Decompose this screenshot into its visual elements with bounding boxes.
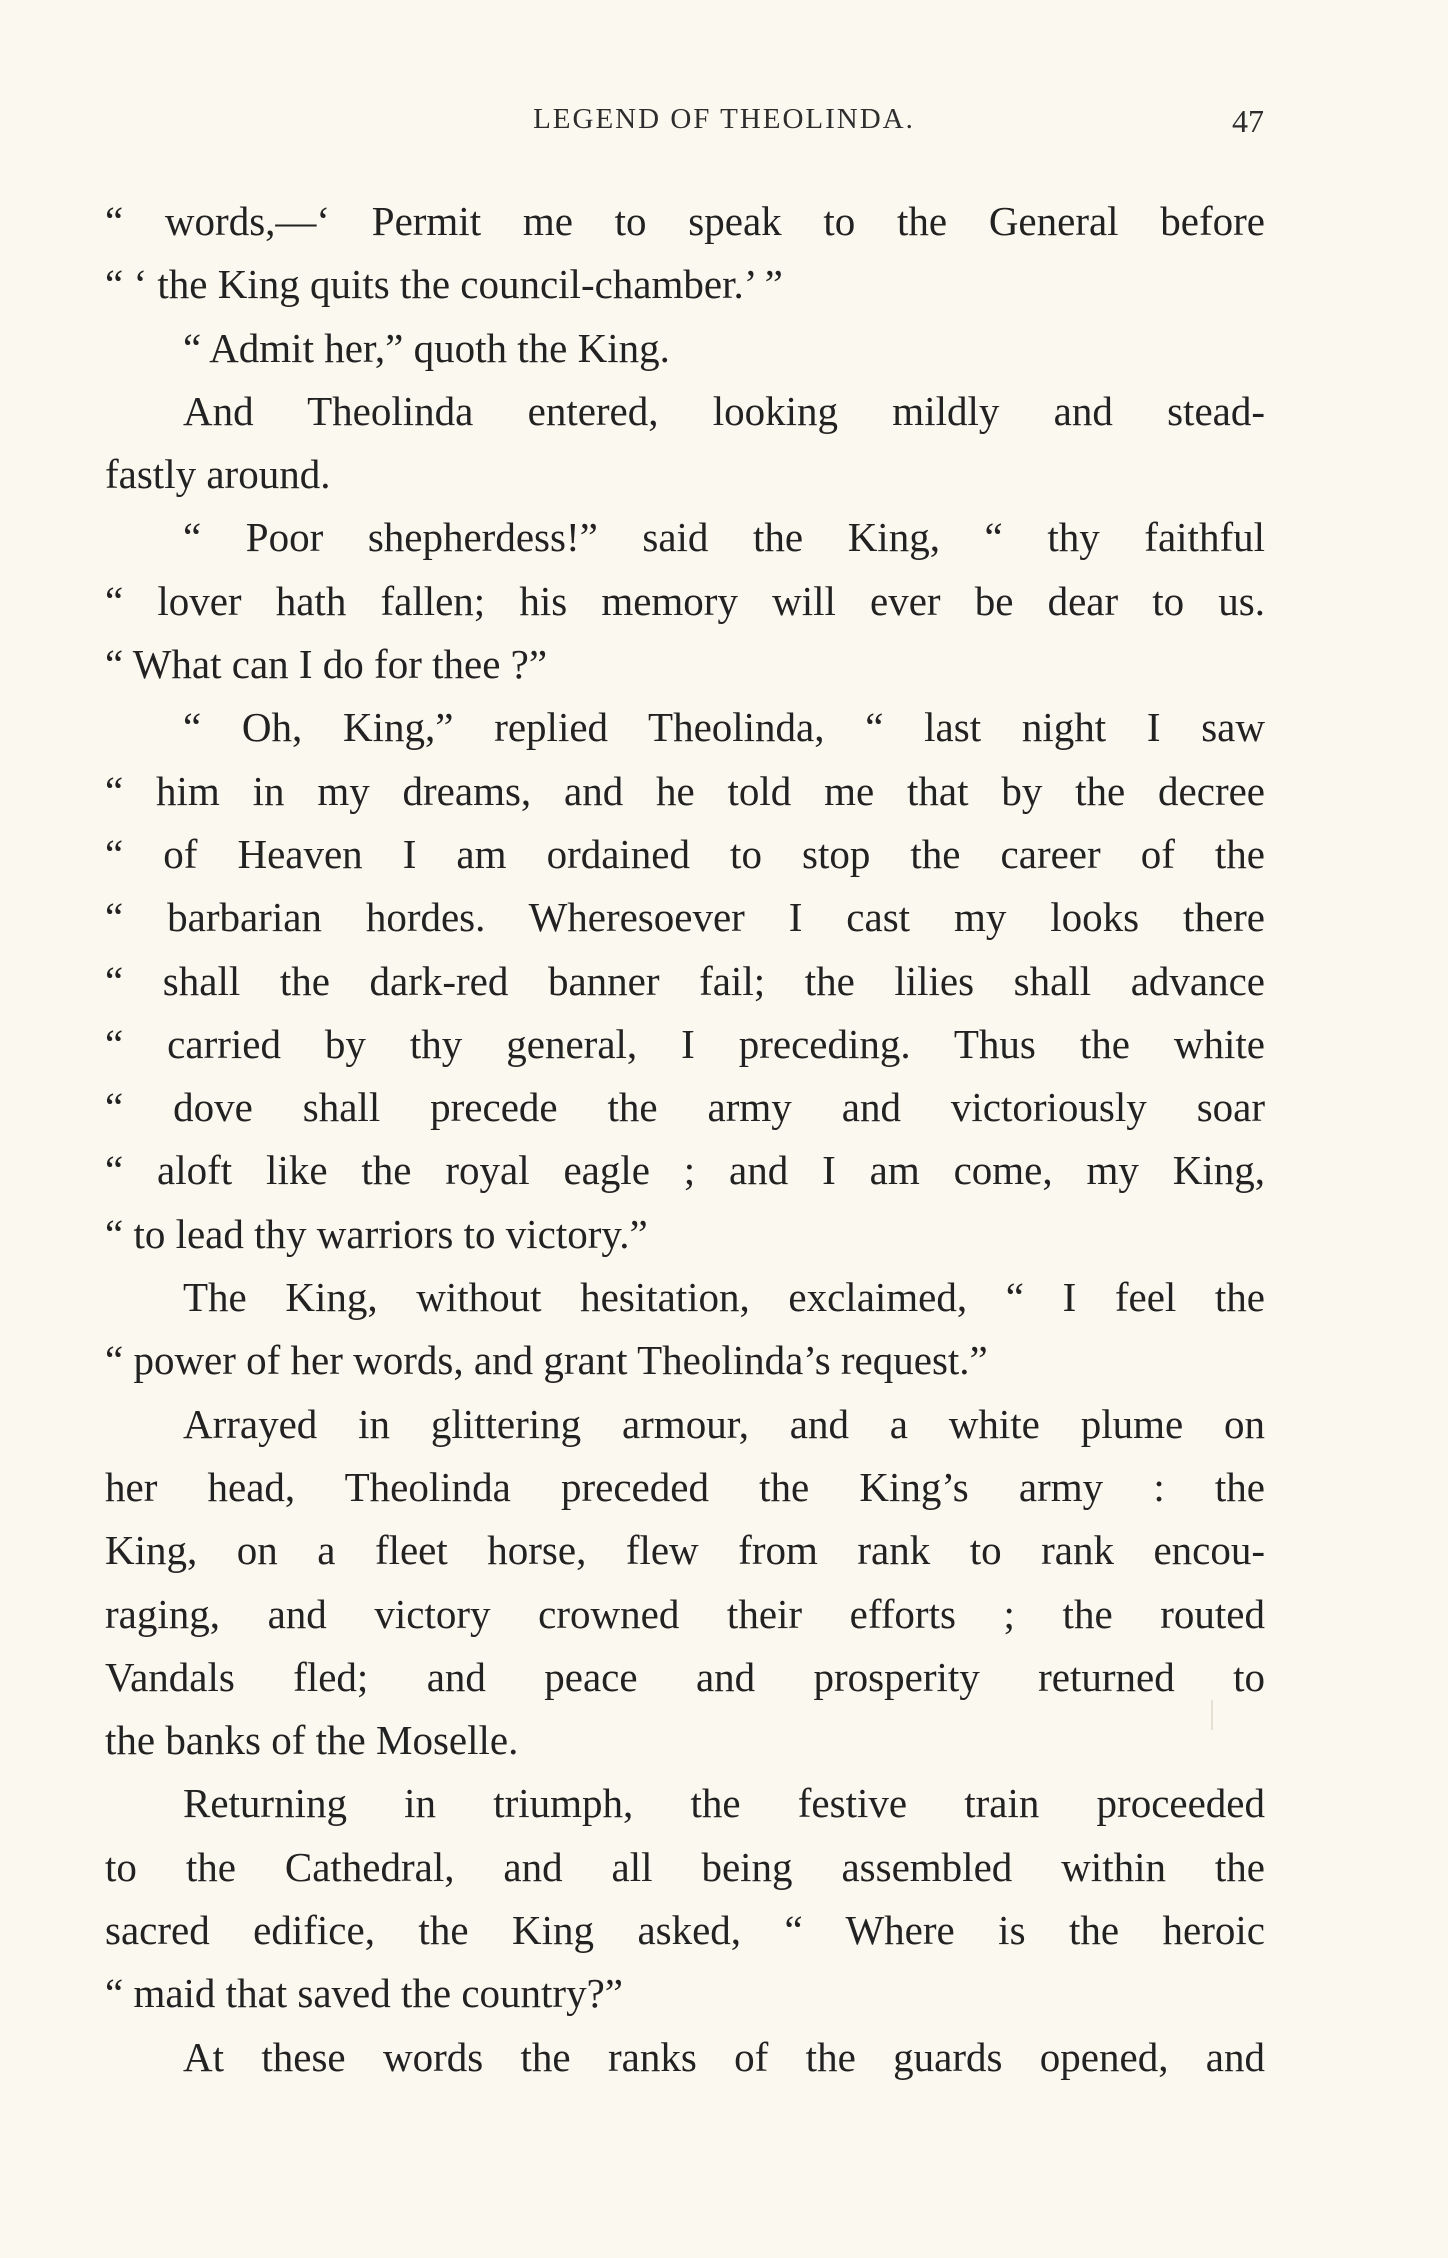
text-line-20: Arrayed in glittering armour, and a white plume on xyxy=(183,1400,1265,1447)
text-line-30: At these words the ranks of the guards opened, and xyxy=(183,2033,1265,2080)
text-line-8: “ What can I do for thee ?” xyxy=(105,641,548,688)
text-line-3: “ Admit her,” quoth the King. xyxy=(183,324,670,371)
text-line-14: “ carried by thy general, I preceding. Thus the white xyxy=(105,1020,1265,1067)
text-line-18: The King, without hesitation, exclaimed, “ I feel the xyxy=(183,1274,1265,1321)
text-line-1: “ words,—‘ Permit me to speak to the General before xyxy=(105,198,1265,244)
text-line-21: her head, Theolinda preceded the King’s army : the xyxy=(105,1463,1265,1510)
running-title: LEGEND OF THEOLINDA. xyxy=(533,103,915,135)
body-text xyxy=(105,190,1265,2089)
text-line-2: “ ‘ the King quits the council-chamber.’ ” xyxy=(105,261,783,308)
page-number: 47 xyxy=(1232,103,1264,139)
text-line-9: “ Oh, King,” replied Theolinda, “ last night I saw xyxy=(183,704,1265,751)
text-line-11: “ of Heaven I am ordained to stop the career of the xyxy=(105,830,1265,877)
text-line-15: “ dove shall precede the army and victoriously soar xyxy=(105,1084,1265,1131)
text-line-13: “ shall the dark-red banner fail; the lilies shall advance xyxy=(105,957,1265,1004)
text-line-6: “ Poor shepherdess!” said the King, “ thy faithful xyxy=(183,514,1265,561)
text-line-12: “ barbarian hordes. Wheresoever I cast my looks there xyxy=(105,894,1265,941)
paper-mark xyxy=(1211,1700,1213,1730)
text-line-17: “ to lead thy warriors to victory.” xyxy=(105,1210,648,1257)
text-line-7: “ lover hath fallen; his memory will ever be dear to us. xyxy=(105,577,1265,624)
text-line-26: Returning in triumph, the festive train proceeded xyxy=(183,1780,1265,1827)
running-head xyxy=(0,103,1448,143)
text-line-22: King, on a fleet horse, flew from rank to rank encou- xyxy=(105,1527,1265,1574)
text-line-27: to the Cathedral, and all being assembled within the xyxy=(105,1843,1265,1890)
text-line-5: fastly around. xyxy=(105,451,331,498)
text-line-25: the banks of the Moselle. xyxy=(105,1717,519,1764)
text-line-4: And Theolinda entered, looking mildly and stead- xyxy=(183,387,1265,434)
text-line-23: raging, and victory crowned their efforts ; the routed xyxy=(105,1590,1265,1637)
text-line-10: “ him in my dreams, and he told me that by the decree xyxy=(105,767,1265,814)
text-line-19: “ power of her words, and grant Theolinda’s request.” xyxy=(105,1337,988,1384)
text-line-28: sacred edifice, the King asked, “ Where is the heroic xyxy=(105,1907,1265,1954)
text-line-16: “ aloft like the royal eagle ; and I am come, my King, xyxy=(105,1147,1265,1194)
text-line-24: Vandals fled; and peace and prosperity returned to xyxy=(105,1653,1265,1700)
text-line-29: “ maid that saved the country?” xyxy=(105,1970,623,2017)
